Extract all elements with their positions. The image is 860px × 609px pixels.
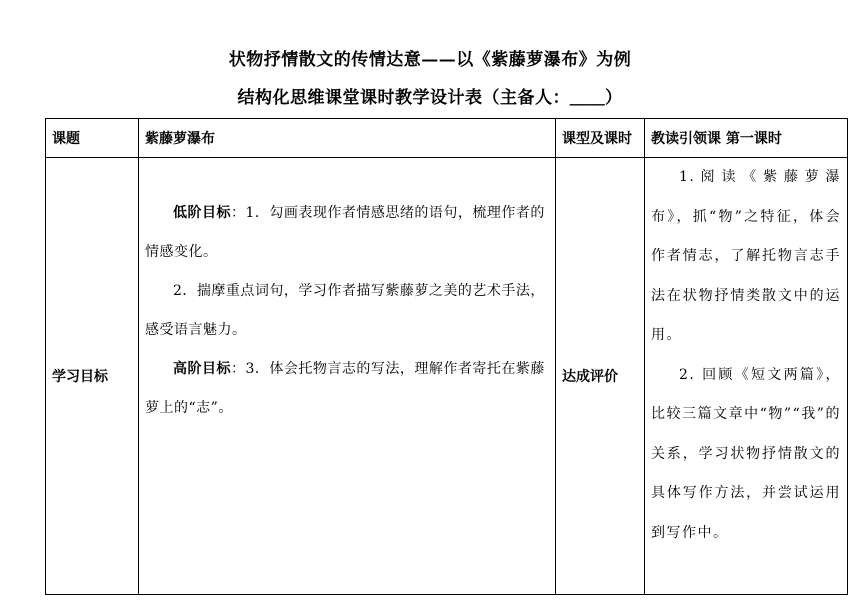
lesson-type-label: 课型及课时 xyxy=(556,119,645,158)
low-level-goal-label: 低阶目标 xyxy=(173,205,231,221)
goal-3-text: ：3．体会托物言志的写法，理解作者寄托在紫藤萝上的“志”。 xyxy=(145,361,545,416)
goal-2: 2．揣摩重点词句，学习作者描写紫藤萝之美的艺术手法，感受语言魅力。 xyxy=(145,283,545,338)
high-level-goal-label: 高阶目标 xyxy=(173,361,231,377)
lesson-plan-table xyxy=(45,118,848,595)
goal-3 xyxy=(145,350,549,428)
goal-1 xyxy=(145,194,549,272)
table-row xyxy=(46,158,848,595)
learning-goals-label: 学习目标 xyxy=(46,158,139,595)
document-subtitle: 结构化思维课堂课时教学设计表（主备人：＿＿） xyxy=(237,88,623,108)
topic-value: 紫藤萝瀑布 xyxy=(139,119,556,158)
topic-label: 课题 xyxy=(46,119,139,158)
evaluation-cell xyxy=(645,158,848,595)
goal-1-text: ：1．勾画表现作者情感思绪的语句，梳理作者的情感变化。 xyxy=(145,205,545,260)
lesson-type-value: 教读引领课 第一课时 xyxy=(645,119,848,158)
evaluation-item-2: 2. 回顾《短文两篇》，比较三篇文章中“物”“我”的关系，学习状物抒情散文的具体写作方法，并尝试运用到写作中。 xyxy=(651,366,841,541)
learning-goals-cell xyxy=(139,158,556,595)
evaluation-item-1: 1.阅读《紫藤萝瀑布》，抓“物”之特征，体会作者情志，了解托物言志手法在状物抒情类散文中的运用。 xyxy=(651,169,841,343)
evaluation-label: 达成评价 xyxy=(556,158,645,595)
document-title: 状物抒情散文的传情达意——以《紫藤萝瀑布》为例 xyxy=(228,50,632,70)
table-row xyxy=(46,119,848,158)
